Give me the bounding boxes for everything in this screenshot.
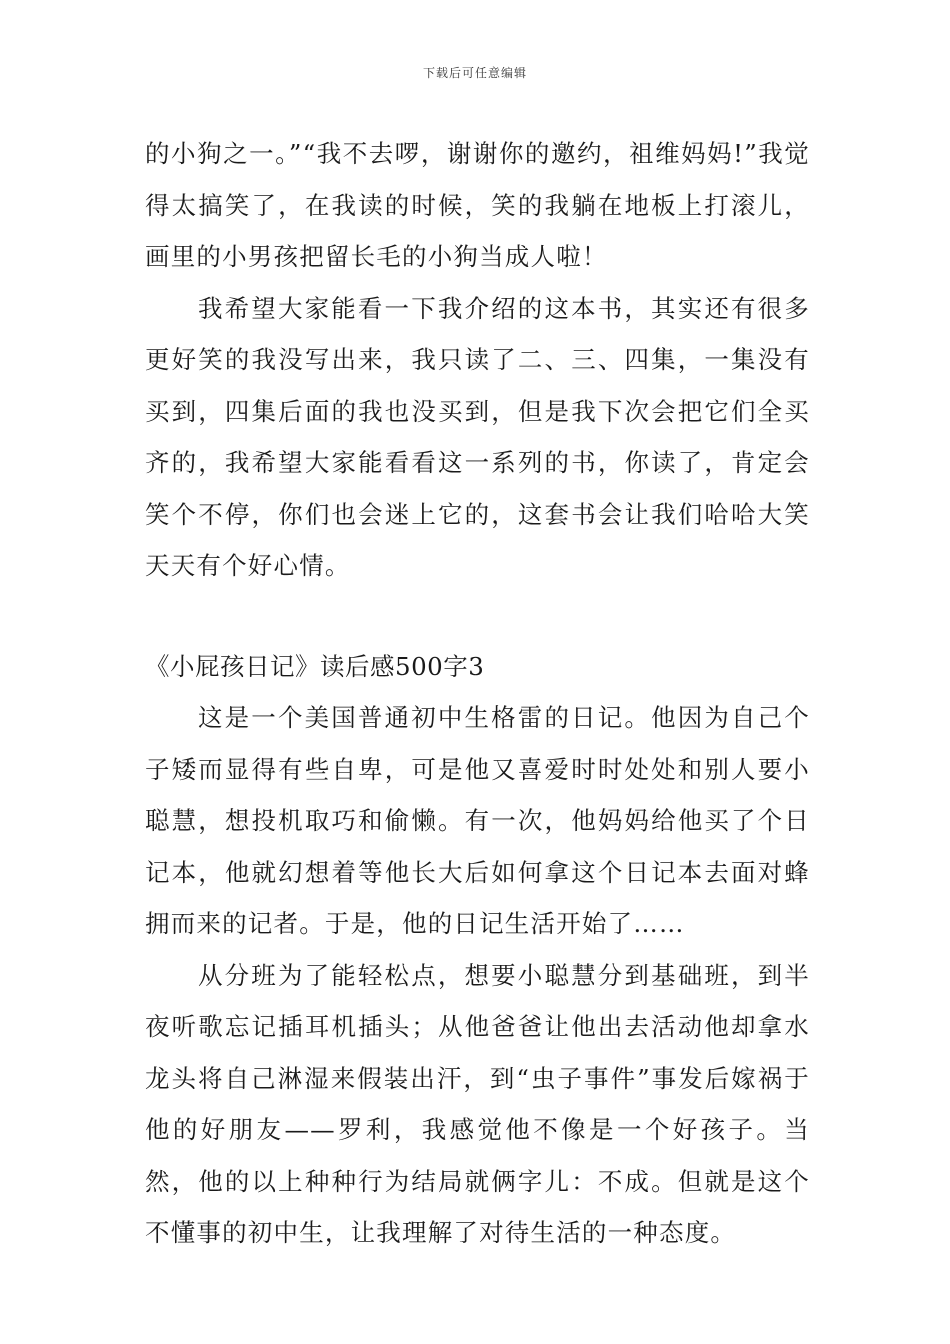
paragraph-recommendation: 我希望大家能看一下我介绍的这本书，其实还有很多更好笑的我没写出来，我只读了二、三、四集，一集没有买到，四集后面的我也没买到，但是我下次会把它们全买齐的，我希望大家能看看这一系列的书，你读了，肯定会笑个不停，你们也会迷上它的，这套书会让我们哈哈大笑天天有个好心情。: [145, 293, 810, 580]
paragraph-continuation: 的小狗之一。”“我不去啰，谢谢你的邀约，祖维妈妈!”我觉得太搞笑了，在我读的时候，笑的我躺在地板上打滚儿，画里的小男孩把留长毛的小狗当成人啦！: [145, 139, 810, 271]
section-title: 《小屁孩日记》读后感500字3: [145, 651, 485, 681]
paragraph-intro: 这是一个美国普通初中生格雷的日记。他因为自己个子矮而显得有些自卑，可是他又喜爱时时处处和别人要小聪慧，想投机取巧和偷懒。有一次，他妈妈给他买了个日记本，他就幻想着等他长大后如何拿这个日记本去面对蜂拥而来的记者。于是，他的日记生活开始了……: [145, 703, 810, 938]
paragraph-reflection: 从分班为了能轻松点，想要小聪慧分到基础班，到半夜听歌忘记插耳机插头；从他爸爸让他出去活动他却拿水龙头将自己淋湿来假装出汗，到“虫子事件”事发后嫁祸于他的好朋友——罗利，我感觉他不像是一个好孩子。当然，他的以上种种行为结局就俩字儿：不成。但就是这个不懂事的初中生，让我理解了对待生活的一种态度。: [145, 960, 810, 1247]
document-body: [145, 128, 810, 1259]
page-header: 下载后可任意编辑: [422, 66, 527, 80]
